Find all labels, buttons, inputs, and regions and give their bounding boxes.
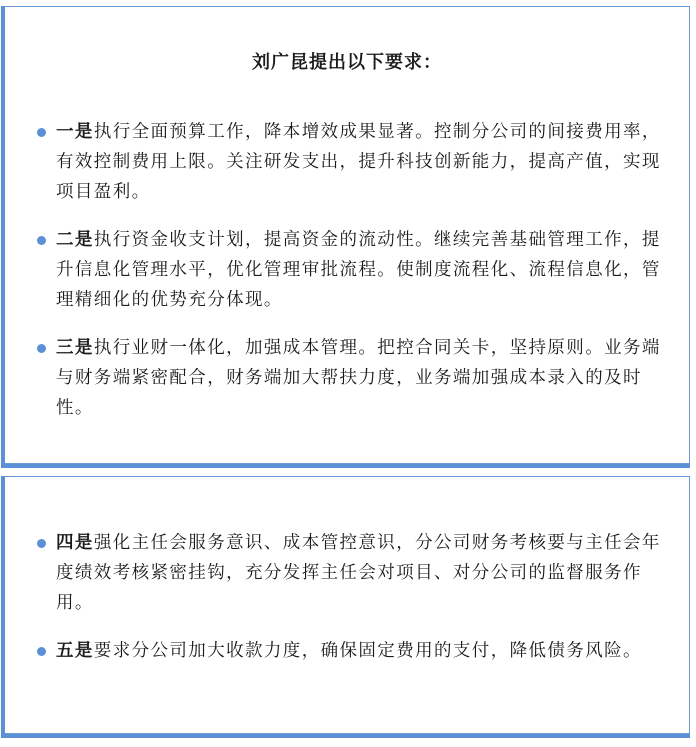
- list-item: [5, 333, 689, 423]
- list-item: [5, 117, 689, 207]
- requirements-list: [5, 117, 689, 441]
- item-text: 执行资金收支计划，提高资金的流动性。继续完善基础管理工作，提升信息化管理水平，优化管理审批流程。使制度流程化、流程信息化，管理精细化的优势充分体现。: [56, 230, 661, 310]
- list-item: [5, 528, 689, 618]
- item-lead: 一是: [56, 122, 94, 142]
- bullet-dot-icon: [37, 539, 46, 548]
- bullet-dot-icon: [37, 344, 46, 353]
- requirements-card-bottom: [4, 476, 690, 734]
- item-text: 强化主任会服务意识、成本管控意识，分公司财务考核要与主任会年度绩效考核紧密挂钩，充分发挥主任会对项目、对分公司的监督服务作用。: [56, 533, 661, 613]
- section-title: 刘广昆提出以下要求：: [252, 52, 442, 73]
- list-item: [5, 225, 689, 315]
- item-text: 要求分公司加大收款力度，确保固定费用的支付，降低债务风险。: [93, 641, 642, 661]
- requirements-list: [5, 528, 689, 684]
- requirements-card-top: [4, 6, 690, 464]
- item-text: 执行全面预算工作，降本增效成果显著。控制分公司的间接费用率，有效控制费用上限。关注研发支出，提升科技创新能力，提高产值，实现项目盈利。: [56, 122, 661, 202]
- item-lead: 五是: [56, 641, 94, 661]
- item-lead: 四是: [56, 533, 94, 553]
- bullet-dot-icon: [37, 647, 46, 656]
- item-text: 执行业财一体化，加强成本管理。把控合同关卡，坚持原则。业务端与财务端紧密配合，财务端加大帮扶力度，业务端加强成本录入的及时性。: [56, 338, 661, 418]
- item-lead: 二是: [56, 230, 94, 250]
- bullet-dot-icon: [37, 236, 46, 245]
- bullet-dot-icon: [37, 128, 46, 137]
- list-item: [5, 636, 689, 666]
- item-lead: 三是: [56, 338, 94, 358]
